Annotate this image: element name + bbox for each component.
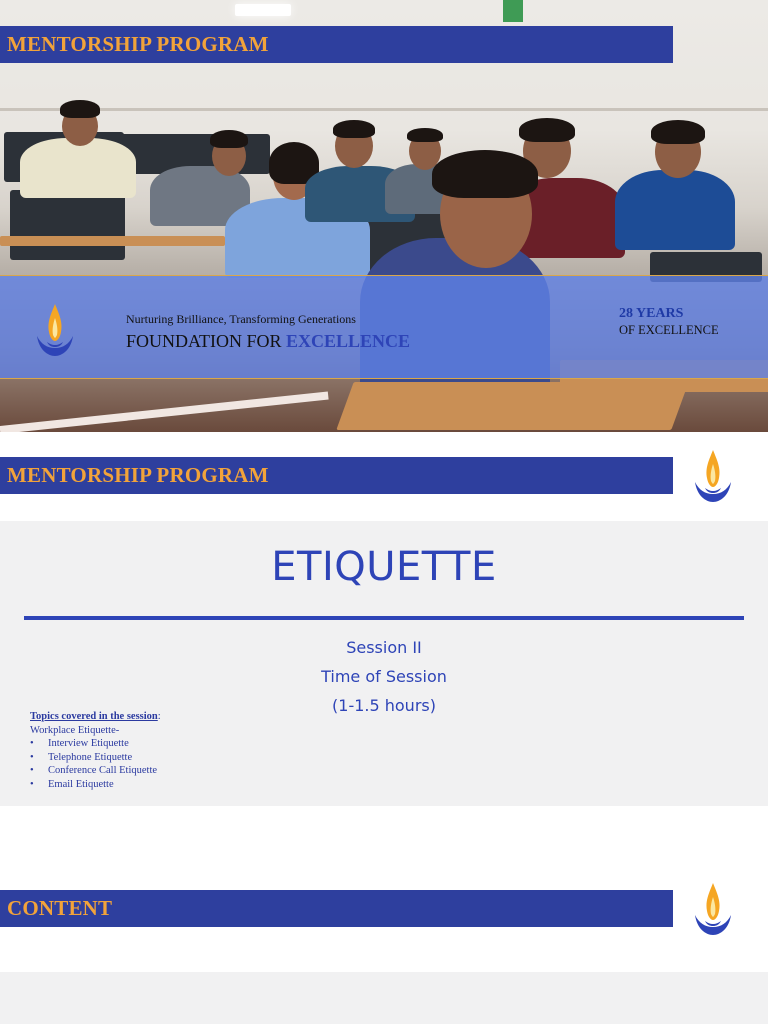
floor-stripe [0, 392, 329, 432]
title-divider [24, 616, 744, 620]
wall-line [0, 108, 768, 111]
foundation-name [126, 331, 410, 352]
years-sub-label: OF EXCELLENCE [619, 323, 719, 337]
topic-item: • Conference Call Etiquette [30, 764, 161, 778]
topics-list [30, 737, 161, 791]
cover-title-bar [0, 26, 673, 63]
topic-item: • Telephone Etiquette [30, 751, 161, 765]
topics-heading: Topics covered in the session [30, 711, 158, 722]
lamp-flame-icon [692, 881, 734, 939]
desk [0, 236, 225, 246]
etiquette-title: ETIQUETTE [271, 544, 497, 590]
ceiling-light [235, 4, 291, 16]
cover-slide [0, 0, 768, 432]
topic-item: • Email Etiquette [30, 778, 161, 792]
exit-sign [503, 0, 523, 22]
duration-label: (1-1.5 hours) [332, 696, 436, 715]
cover-title: MENTORSHIP PROGRAM [7, 32, 269, 56]
topic-item: • Interview Etiquette [30, 737, 161, 751]
lamp-flame-icon [34, 302, 76, 360]
foundation-prefix: FOUNDATION FOR [126, 331, 287, 351]
topics-colon: : [157, 711, 161, 722]
topics-heading-line [30, 710, 161, 724]
etiquette-program-title: MENTORSHIP PROGRAM [7, 463, 269, 487]
topics-block [30, 710, 161, 791]
slide-body-area [0, 972, 768, 1024]
session-label: Session II [346, 638, 422, 657]
etiquette-title-bar [0, 457, 673, 494]
content-slide [0, 866, 768, 1024]
workplace-label: Workplace Etiquette- [30, 724, 120, 736]
chair [10, 190, 125, 260]
years-label: 28 YEARS [619, 306, 684, 321]
time-label: Time of Session [321, 667, 447, 686]
lamp-flame-icon [692, 448, 734, 506]
etiquette-slide [0, 432, 768, 806]
content-title: CONTENT [7, 896, 113, 920]
tagline: Nurturing Brilliance, Transforming Generations [126, 312, 356, 326]
content-title-bar [0, 890, 673, 927]
foundation-highlight: EXCELLENCE [286, 331, 411, 351]
